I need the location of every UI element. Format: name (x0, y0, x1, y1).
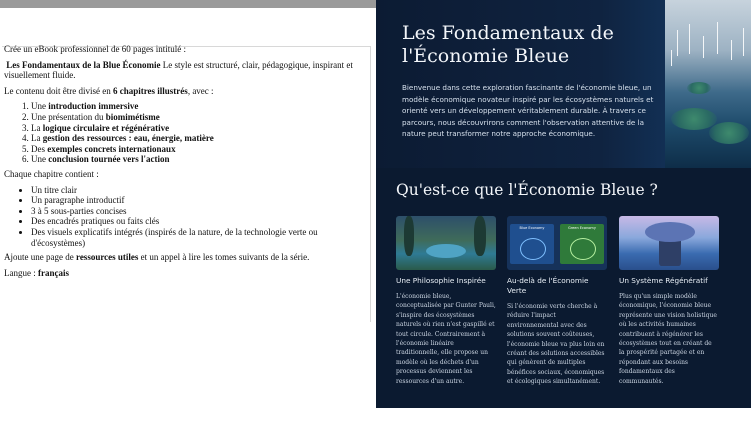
forest-river-image (396, 216, 496, 270)
slide-intro: Bienvenue dans cette exploration fascinante de l'économie bleue, un modèle économique novateur inspiré par les écosystèmes naturels et orienté vers un développement véritablement durable. À travers ce parcours, nous découvrirons comment l'observation attentive de la nature peut transformer notre approche économique. (402, 83, 654, 139)
ebook-title: Les Fondamentaux de la Blue Économie (6, 59, 161, 70)
chapter-list (4, 101, 366, 165)
list-item: • Un paragraphe introductif (31, 195, 366, 206)
list-item: • Un titre clair (31, 185, 366, 196)
prompt-text[interactable] (4, 44, 366, 283)
turbine-icon (689, 24, 690, 54)
card-title: Au-delà de l'Économie Verte (507, 276, 589, 295)
card-body: L'économie bleue, conceptualisée par Gunter Pauli, s'inspire des écosystèmes naturels où rien n'est gaspillé et tout circule. Contrairement à l'économie linéaire traditionnelle, elle propose un modèle où les déchets d'un processus deviennent les ressources d'un autre. (396, 293, 496, 385)
prompt-intro: Crée un eBook professionnel de 60 pages intitulé : (4, 44, 186, 54)
cycle-icon (520, 238, 546, 260)
prompt-extra: Ajoute une page de ressources utiles et un appel à lire les tomes suivants de la série. (4, 252, 310, 263)
list-item: 5. Des exemples concrets internationaux (31, 144, 366, 155)
card-body: Si l'économie verte cherche à réduire l'impact environnemental avec des solutions souvent coûteuses, l'économie bleue va plus loin en créant des solutions accessibles qui génèrent de multiples bénéfices sociaux, économiques et écologiques simultanément. (507, 303, 605, 386)
prompt-language: Langue : français (4, 267, 69, 278)
turbine-icon (731, 40, 732, 60)
prompt-title-line: Les Fondamentaux de la Blue Économie Le style est structuré, clair, pédagogique, inspirant et visuellement fluide. (4, 59, 353, 81)
card-regenerative (619, 216, 719, 386)
wind-farm-image (665, 0, 751, 168)
canopy-shape (645, 222, 695, 242)
list-item: 3. La logique circulaire et régénérative (31, 123, 366, 134)
card-body: Plus qu'un simple modèle économique, l'économie bleue représente une vision holistique où les activités humaines contribuent à régénérer les écosystèmes tout en créant de la prospérité partagée et en répondant aux besoins fondamentaux des communautés. (619, 293, 717, 385)
list-item: 4. La gestion des ressources : eau, énergie, matière (31, 133, 366, 144)
card-philosophy (396, 216, 496, 386)
prompt-each-label: Chaque chapitre contient : (4, 168, 99, 179)
card-beyond-green (507, 216, 607, 387)
green-economy-panel (560, 224, 604, 264)
list-item: • Des visuels explicatifs intégrés (inspirés de la nature, de la technologie verte ou d'écosystèmes) (31, 227, 366, 248)
cycle-icon (570, 238, 596, 260)
card-title: Une Philosophie Inspirée (396, 276, 486, 285)
prompt-division: Le contenu doit être divisé en 6 chapitres illustrés, avec : (4, 85, 214, 96)
tree-shape (404, 216, 414, 256)
slide-preview (376, 0, 751, 408)
tree-shape (474, 216, 486, 256)
turbine-icon (743, 28, 744, 56)
list-item: 6. Une conclusion tournée vers l'action (31, 154, 366, 165)
tree-landscape-image (619, 216, 719, 270)
slide-title: Les Fondamentaux de l'Économie Bleue (402, 22, 614, 67)
list-item: 1. Une introduction immersive (31, 101, 366, 112)
section-title: Qu'est-ce que l'Économie Bleue ? (396, 181, 658, 199)
island-shape (709, 122, 749, 144)
island-shape (671, 108, 717, 130)
panel-title: Green Economy (568, 226, 596, 230)
turbine-icon (703, 36, 704, 58)
content-list (4, 185, 366, 249)
list-item: 2. Une présentation du biomimétisme (31, 112, 366, 123)
turbine-icon (671, 50, 672, 66)
card-title: Un Système Régénératif (619, 276, 708, 285)
river-shape (426, 244, 466, 258)
economy-comparison-image (507, 216, 607, 270)
hero-section (376, 0, 751, 168)
list-item: • 3 à 5 sous-parties concises (31, 206, 366, 217)
panel-title: Blue Economy (519, 226, 545, 230)
blue-economy-panel (510, 224, 554, 264)
turbine-icon (677, 30, 678, 56)
turbine-icon (717, 22, 718, 54)
island-shape (687, 82, 711, 94)
list-item: • Des encadrés pratiques ou faits clés (31, 216, 366, 227)
